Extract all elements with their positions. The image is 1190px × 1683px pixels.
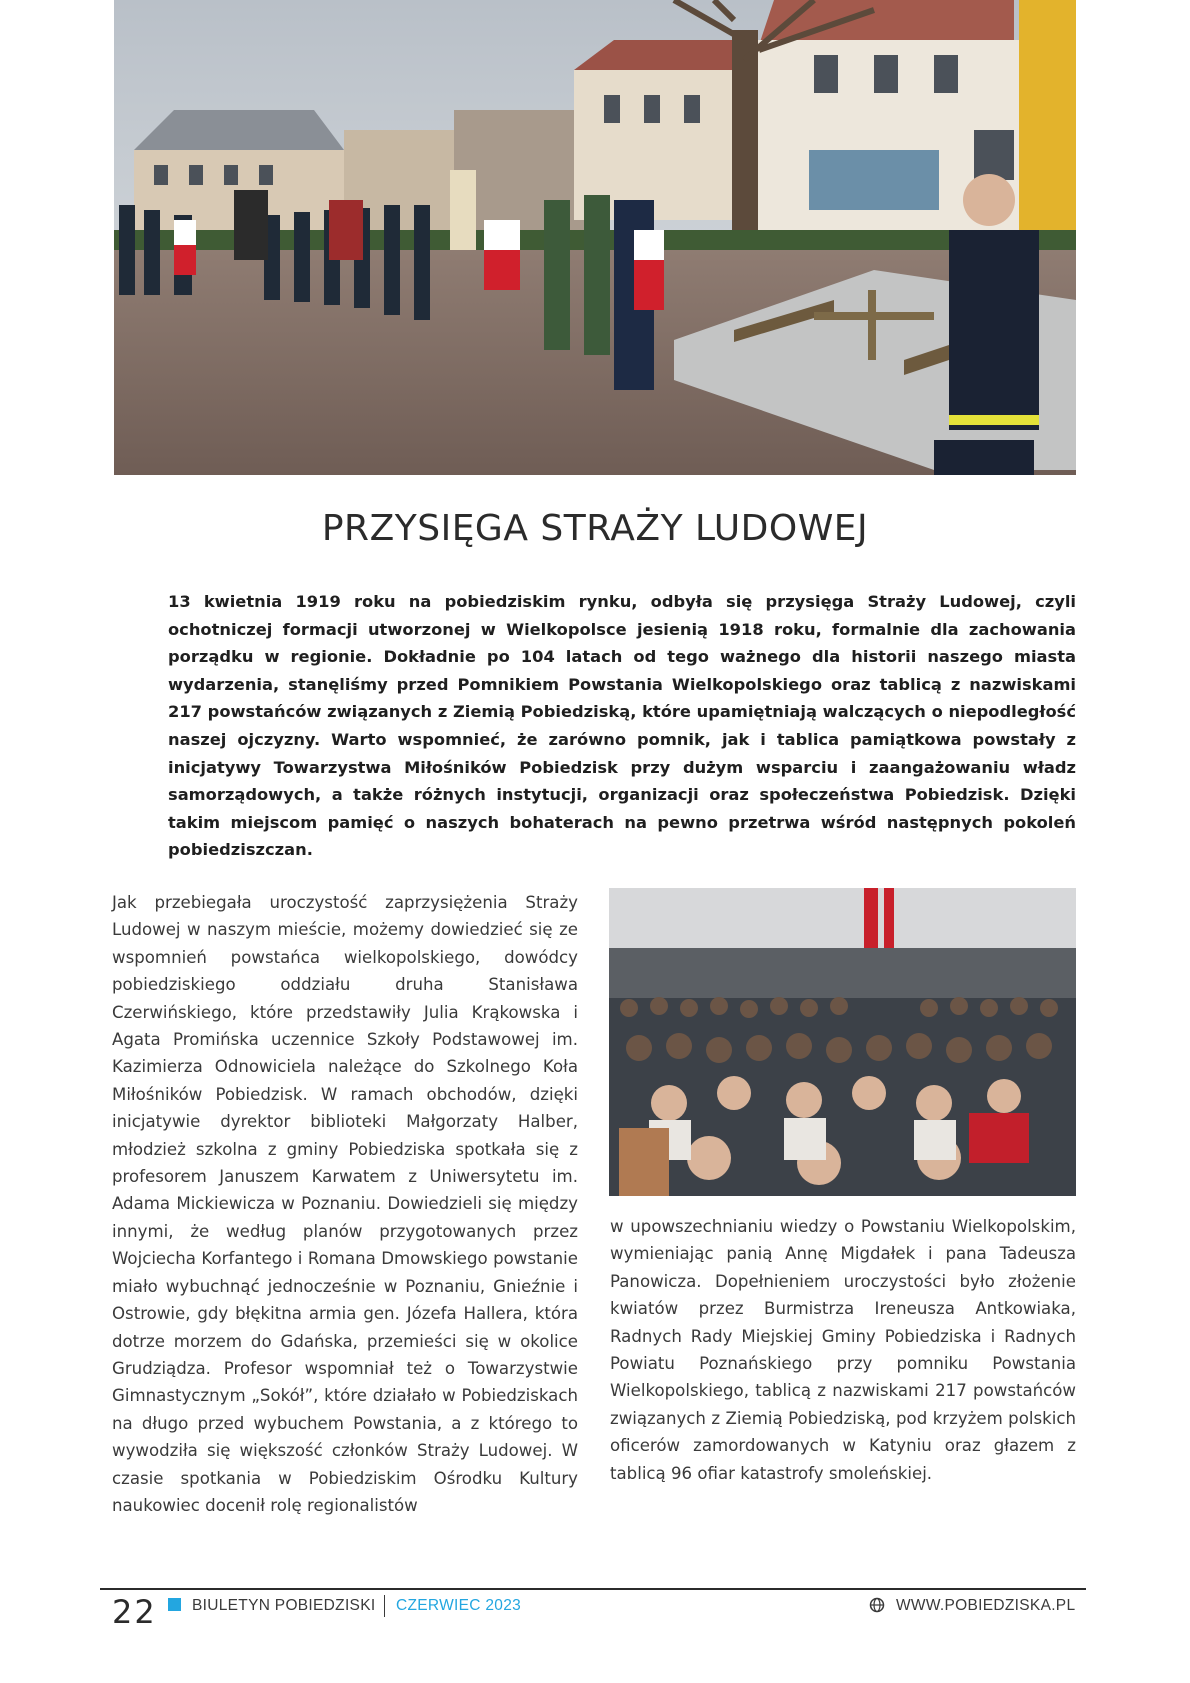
ceremony-photo	[114, 0, 1076, 475]
footer-separator	[384, 1595, 385, 1617]
article-lead: 13 kwietnia 1919 roku na pobiedziskim rynku, odbyła się przysięga Straży Ludowej, czyli ochotniczej formacji utworzonej w Wielkopolsce jesienią 1918 roku, formalnie dla zachowania porządku w regionie. Dokładnie po 104 latach od tego ważnego dla historii naszego miasta wydarzenia, stanęliśmy przed Pomnikiem Powstania Wielkopolskiego oraz tablicą z nazwiskami 217 powstańców związanych z Ziemią Pobiedziską, które upamiętniają walczących o niepodległość naszej ojczyzny. Warto wspomnieć, że zarówno pomnik, jak i tablica pamiątkowa powstały z inicjatywy Towarzystwa Miłośników Pobiedzisk przy dużym wsparciu i zaangażowaniu władz samorządowych, a także różnych instytucji, organizacji oraz społeczeństwa Pobiedzisk. Dzięki takim miejscom pamięć o naszych bohaterach na pewno przetrwa wśród następnych pokoleń pobiedziszczan.	[168, 592, 1076, 860]
audience-photo	[609, 888, 1076, 1196]
article-title: PRZYSIĘGA STRAŻY LUDOWEJ	[321, 508, 869, 549]
website-link[interactable]: WWW.POBIEDZISKA.PL	[896, 1597, 1076, 1614]
publication-name: BIULETYN POBIEDZISKI	[192, 1597, 376, 1614]
body-column-right: w upowszechnianiu wiedzy o Powstaniu Wielkopolskim, wymieniając panią Annę Migdałek i pana Tadeusza Panowicza. Dopełnieniem uroczystości było złożenie kwiatów przez Burmistrza Ireneusza Antkowiaka, Radnych Rady Miejskiej Gminy Pobiedziska i Radnych Powiatu Poznańskiego przy pomniku Powstania Wielkopolskiego, tablicą z nazwiskami 217 powstańców związanych z Ziemią Pobiedziską, pod krzyżem polskich oficerów zamordowanych w Katyniu oraz głazem z tablicą 96 ofiar katastrofy smoleńskiej.	[610, 1217, 1076, 1483]
page-number: 22	[112, 1593, 157, 1631]
globe-icon	[869, 1597, 885, 1613]
footer-rule	[100, 1588, 1086, 1590]
issue-date: CZERWIEC 2023	[396, 1597, 522, 1614]
footer-accent-square	[168, 1598, 181, 1611]
body-column-left: Jak przebiegała uroczystość zaprzysiężenia Straży Ludowej w naszym mieście, możemy dowiedzieć się ze wspomnień powstańca wielkopolskiego, dowódcy pobiedziskiego oddziału druha Stanisława Czerwińskiego, które przedstawiły Julia Krąkowska i Agata Promińska uczennice Szkoły Podstawowej im. Kazimierza Odnowiciela należące do Szkolnego Koła Miłośników Pobiedzisk. W ramach obchodów, dzięki inicjatywie dyrektor biblioteki Małgorzaty Halber, młodzież szkolna z gminy Pobiedziska spotkała się z profesorem Januszem Karwatem z Uniwersytetu im. Adama Mickiewicza w Poznaniu. Dowiedzieli się między innymi, że według planów przygotowanych przez Wojciecha Korfantego i Romana Dmowskiego powstanie miało wybuchnąć jednocześnie w Poznaniu, Gnieźnie i Ostrowie, gdy błękitna armia gen. Józefa Hallera, która dotrze morzem do Gdańska, przemieści się w okolice Grudziądza. Profesor wspomniał też o Towarzystwie Gimnastycznym „Sokół”, które działało w Pobiedziskach na długo przed wybuchem Powstania, a z którego to wywodziła się większość członków Straży Ludowej. W czasie spotkania w Pobiedziskim Ośrodku Kultury naukowiec docenił rolę regionalistów	[112, 893, 578, 1515]
